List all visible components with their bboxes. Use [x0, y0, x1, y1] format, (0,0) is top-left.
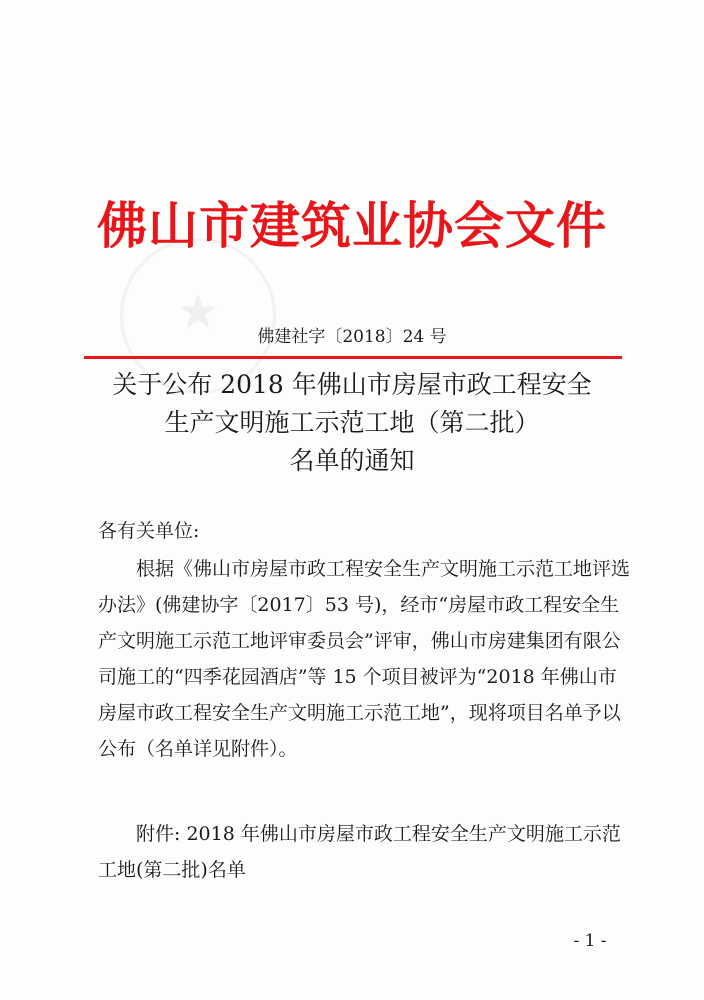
- attachment-line: 工地(第二批)名单: [98, 859, 246, 881]
- red-divider-line: [84, 356, 622, 359]
- salutation: 各有关单位:: [98, 520, 200, 542]
- paragraph-line: 办法》(佛建协字〔2017〕53 号)，经市“房屋市政工程安全生: [98, 594, 620, 616]
- notice-title-line: 名单的通知: [289, 446, 415, 475]
- paragraph-line: 公布（名单详见附件）。: [98, 738, 298, 760]
- document-number: 佛建社字〔2018〕24 号: [257, 327, 447, 347]
- star-icon: ★: [176, 284, 220, 340]
- page-number: - 1 -: [573, 931, 607, 951]
- notice-title: [0, 366, 704, 480]
- notice-title-line: 生产文明施工示范工地（第二批）: [164, 408, 540, 437]
- paragraph-line: 司施工的“四季花园酒店”等 15 个项目被评为“2018 年佛山市: [98, 666, 617, 688]
- notice-title-line: 关于公布 2018 年佛山市房屋市政工程安全: [112, 370, 592, 399]
- attachment-line: 附件: 2018 年佛山市房屋市政工程安全生产文明施工示范: [98, 823, 621, 845]
- org-header-title: 佛山市建筑业协会文件: [97, 196, 607, 255]
- body-paragraph: [98, 551, 631, 767]
- attachment-note: [98, 816, 621, 888]
- paragraph-line: 房屋市政工程安全生产文明施工示范工地”，现将项目名单予以: [98, 702, 621, 724]
- paragraph-line: 产文明施工示范工地评审委员会”评审，佛山市房建集团有限公: [98, 630, 621, 652]
- paragraph-line: 根据《佛山市房屋市政工程安全生产文明施工示范工地评选: [98, 558, 631, 580]
